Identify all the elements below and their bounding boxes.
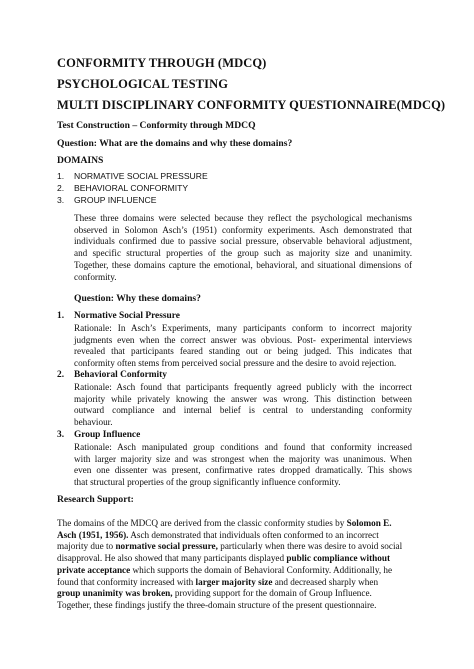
bold-run: public compliance without — [286, 553, 391, 564]
domain-number: 3. — [57, 195, 65, 205]
domain-item — [57, 194, 208, 206]
research-support-heading: Research Support: — [57, 494, 134, 505]
item-heading-behavioral — [57, 370, 167, 380]
text-line: even one dissenter was present, confirmative rates dropped dramatically. This shows — [74, 465, 412, 476]
bold-run: private acceptance — [57, 564, 131, 575]
title-mdcq: MULTI DISCIPLINARY CONFORMITY QUESTIONNAIRE(MDCQ) — [57, 98, 446, 112]
text-run: disapproval. He also showed that many participants displayed — [57, 553, 287, 564]
domains-list — [57, 170, 208, 206]
bold-run: larger majority size — [195, 576, 273, 587]
text-line — [57, 565, 413, 577]
domain-number: 1. — [57, 171, 65, 181]
text-run: Asch demonstrated that individuals often conformed to an incorrect — [128, 529, 379, 540]
text-line: conformity often stems from perceived social pressure and the desire to avoid rejection. — [74, 358, 397, 369]
item-number: 2. — [57, 370, 65, 380]
text-run: found that conformity increased with — [57, 576, 196, 587]
text-line: Rationale: Asch found that participants frequently agreed publicly with the incorrect — [74, 382, 412, 392]
domain-item — [57, 170, 208, 182]
text-line: revealed that participants feared standing out or being judged. This indicates that — [74, 346, 412, 357]
title-conformity: CONFORMITY THROUGH (MDCQ) — [57, 56, 267, 70]
title-psychological-testing: PSYCHOLOGICAL TESTING — [57, 77, 229, 91]
item-rationale-group-influence — [74, 442, 412, 489]
text-line: and specific structural properties of the group such as majority size and unanimity. — [74, 248, 412, 259]
text-line: with larger majority size and was strongest when the majority was unanimous. When — [74, 453, 412, 464]
text-line: judgments even when the correct answer was obvious. Post- experimental interviews — [74, 334, 412, 345]
bold-run: normative social pressure, — [115, 541, 218, 552]
text-line — [57, 577, 413, 589]
text-line: observed in Solomon Asch’s (1951) conformity experiments. Asch demonstrated that — [74, 224, 412, 235]
text-line: behaviour. — [74, 417, 113, 428]
domain-number: 2. — [57, 183, 65, 193]
item-number: 1. — [57, 311, 65, 321]
item-title: Behavioral Conformity — [74, 370, 167, 380]
domain-label: NORMATIVE SOCIAL PRESSURE — [74, 171, 208, 181]
bold-run: Asch (1951, 1956). — [57, 529, 129, 540]
text-run: providing support for the domain of Group Influence. — [172, 588, 372, 599]
text-line — [57, 518, 413, 530]
text-run: majority due to — [57, 541, 116, 552]
bold-run: group unanimity was broken, — [57, 588, 173, 599]
item-number: 3. — [57, 430, 65, 440]
item-title: Group Influence — [74, 430, 141, 440]
text-line: individuals confirmed due to passive social pressure, observable behavioral adjustment, — [74, 236, 412, 247]
text-line: Together, these domains capture the emotional, behavioral, and situational dimensions of — [74, 259, 412, 270]
domain-label: BEHAVIORAL CONFORMITY — [74, 183, 189, 193]
text-line — [57, 553, 413, 565]
item-title: Normative Social Pressure — [74, 311, 180, 321]
text-line: These three domains were selected because they reflect the psychological mechanisms — [74, 213, 412, 223]
research-paragraph — [57, 518, 413, 612]
bold-run: Solomon E. — [346, 518, 392, 528]
item-heading-normative — [57, 311, 180, 321]
question-domains: Question: What are the domains and why these domains? — [57, 138, 293, 149]
text-line: Rationale: In Asch’s Experiments, many participants conform to incorrect majority — [74, 323, 412, 333]
domains-heading: DOMAINS — [57, 155, 104, 166]
question-why-domains: Question: Why these domains? — [74, 293, 201, 304]
text-line — [57, 541, 413, 553]
text-run: and decreased sharply when — [272, 576, 379, 587]
item-heading-group-influence — [57, 430, 140, 440]
text-line: conformity. — [74, 271, 117, 282]
text-line — [57, 588, 413, 600]
text-run: particularly when there was desire to avoid social — [217, 541, 403, 552]
item-rationale-behavioral — [74, 382, 412, 429]
text-line: majority while privately knowing the answer was wrong. This distinction between — [74, 393, 412, 404]
test-construction-heading: Test Construction – Conformity through MDCQ — [57, 120, 256, 131]
text-line: outward compliance and internal belief is central to understanding conformity — [74, 405, 412, 416]
text-line: Rationale: Asch manipulated group conditions and found that conformity increased — [74, 442, 412, 452]
item-rationale-normative — [74, 323, 412, 370]
text-run: which supports the domain of Behavioral Conformity. Additionally, he — [130, 564, 393, 575]
domain-item — [57, 182, 208, 194]
text-run: The domains of the MDCQ are derived from the classic conformity studies by — [57, 518, 347, 528]
intro-paragraph — [74, 213, 412, 283]
text-line: Together, these findings justify the three-domain structure of the present questionnaire. — [57, 599, 377, 610]
text-line — [57, 530, 413, 542]
domain-label: GROUP INFLUENCE — [74, 195, 157, 205]
text-line: that structural properties of the group significantly influence conformity. — [74, 477, 341, 488]
